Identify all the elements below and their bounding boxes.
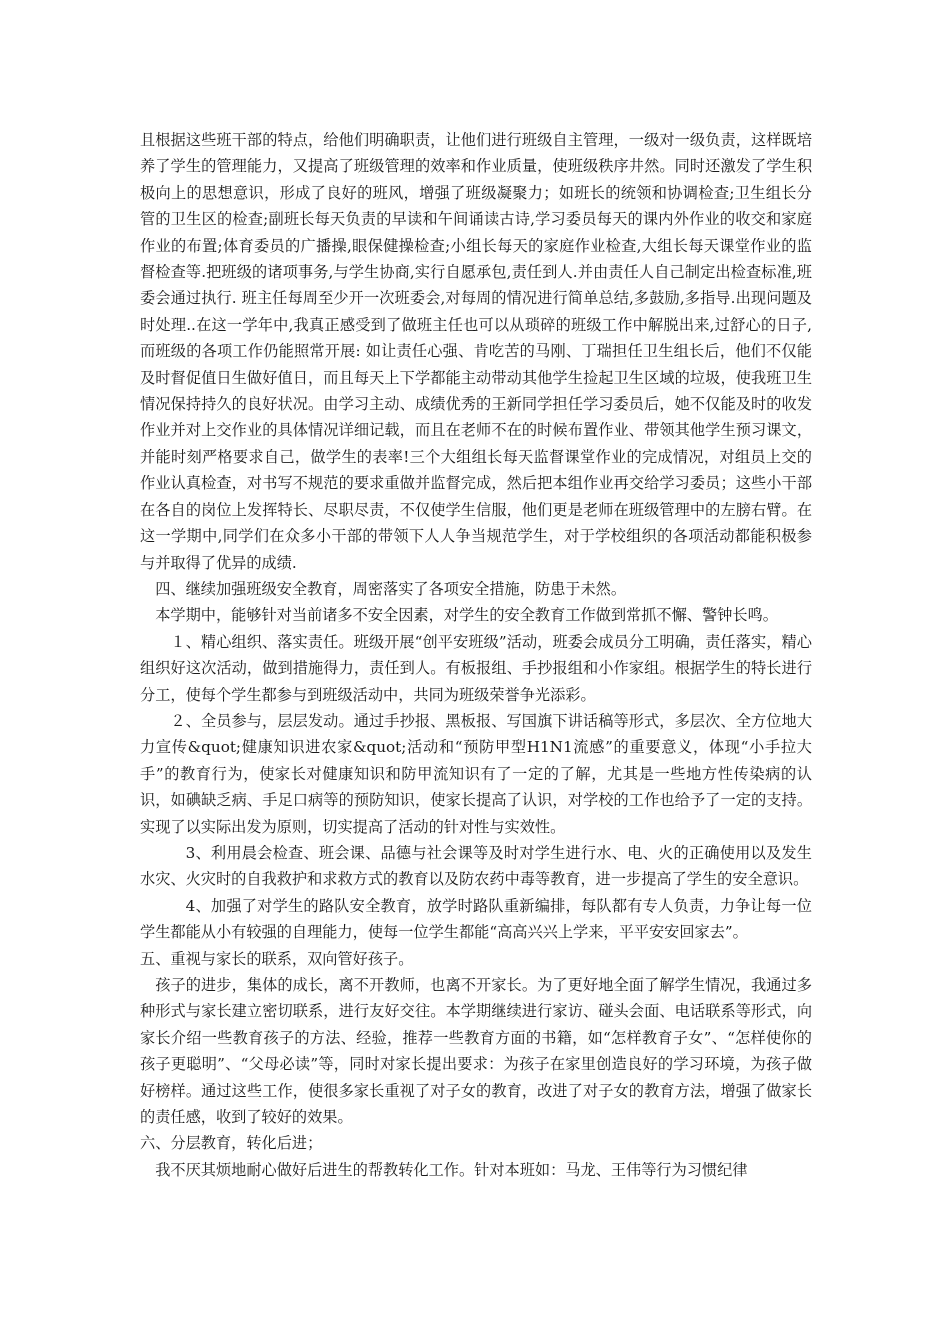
paragraph-safety-item-2: ２、全员参与，层层发动。通过手抄报、黑板报、写国旗下讲话稿等形式，多层次、全方位地大力宣传&quot;健康知识进农家&quot;活动和“预防甲型H1N1流感”的重要意义，体现“小手拉大手”的教育行为，使家长对健康知识和防甲流知识有了一定的了解，尤其是一些地方性传染病的认识，如碘缺乏病、手足口病等的预防知识，使家长提高了认识，对学校的工作也给予了一定的支持。实现了以实际出发为原则，切实提高了活动的针对性与实效性。: [140, 711, 812, 836]
heading-parent-contact: 五、重视与家长的联系，双向管好孩子。: [140, 949, 414, 968]
paragraph-safety-item-4: 4、加强了对学生的路队安全教育，放学时路队重新编排，每队都有专人负责，力争让每一位学生都能从小有较强的自理能力，使每一位学生都能“高高兴兴上学来，平平安安回家去”。: [140, 896, 812, 942]
paragraph-layered-education: 我不厌其烦地耐心做好后进生的帮教转化工作。针对本班如：马龙、王伟等行为习惯纪律: [155, 1160, 748, 1179]
paragraph-safety-intro: 本学期中，能够针对当前诸多不安全因素，对学生的安全教育工作做到常抓不懈、警钟长鸣。: [155, 606, 778, 625]
paragraph-parent-contact: 孩子的进步，集体的成长，离不开教师，也离不开家长。为了更好地全面了解学生情况，我通过多种形式与家长建立密切联系，进行友好交往。本学期继续进行家访、碰头会面、电话联系等形式，向家长介绍一些教育孩子的方法、经验，推荐一些教育方面的书籍，如“怎样教育子女”、“怎样使你的孩子更聪明”、“父母必读”等，同时对家长提出要求：为孩子在家里创造良好的学习环境，为孩子做好榜样。通过这些工作，使很多家长重视了对子女的教育，改进了对子女的教育方法，增强了做家长的责任感，收到了较好的效果。: [140, 976, 812, 1127]
paragraph-class-cadres: 且根据这些班干部的特点，给他们明确职责，让他们进行班级自主管理，一级对一级负责，这样既培养了学生的管理能力，又提高了班级管理的效率和作业质量，使班级秩序井然。同时还激发了学生积极向上的思想意识，形成了良好的班风，增强了班级凝聚力；如班长的统领和协调检查;卫生组长分管的卫生区的检查;副班长每天负责的早读和午间诵读古诗,学习委员每天的课内外作业的收交和家庭作业的布置;体育委员的广播操,眼保健操检查;小组长每天的家庭作业检查,大组长每天课堂作业的监督检查等.把班级的诸项事务,与学生协商,实行自愿承包,责任到人.并由责任人自己制定出检查标准,班委会通过执行. 班主任每周至少开一次班委会,对每周的情况进行简单总结,多鼓励,多指导.出现问题及时处理..在这一学年中,我真正感受到了做班主任也可以从琐碎的班级工作中解脱出来,过舒心的日子,而班级的各项工作仍能照常开展: 如让责任心强、肯吃苦的马刚、丁瑞担任卫生组长后，他们不仅能及时督促值日生做好值日，而且每天上下学都能主动带动其他学生捡起卫生区域的垃圾，使我班卫生情况保持持久的良好状况。由学习主动、成绩优秀的王新同学担任学习委员后，她不仅能及时的收发作业并对上交作业的具体情况详细记载，而且在老师不在的时候布置作业、带领其他学生预习课文，并能时刻严格要求自己，做学生的表率!三个大组组长每天监督课堂作业的完成情况，对组员上交的作业认真检查，对书写不规范的要求重做并监督完成，然后把本组作业再交给学习委员；这些小干部在各自的岗位上发挥特长、尽职尽责，不仅使学生信服，他们更是老师在班级管理中的左膀右臂。在这一学期中,同学们在众多小干部的带领下人人争当规范学生，对于学校组织的各项活动都能积极参与并取得了优异的成绩.: [140, 131, 812, 572]
paragraph-safety-item-3: 3、利用晨会检查、班会课、品德与社会课等及时对学生进行水、电、火的正确使用以及发生水灾、火灾时的自我救护和求救方式的教育以及防农药中毒等教育，进一步提高了学生的安全意识。: [140, 843, 812, 889]
paragraph-safety-item-1: １、精心组织、落实责任。班级开展“创平安班级”活动，班委会成员分工明确，责任落实，精心组织好这次活动，做到措施得力，责任到人。有板报组、手抄报组和小作家组。根据学生的特长进行分工，使每个学生都参与到班级活动中，共同为班级荣誉争光添彩。: [140, 632, 812, 704]
heading-layered-education: 六、分层教育，转化后进；: [140, 1134, 323, 1153]
heading-safety-education: 四、继续加强班级安全教育，周密落实了各项安全措施，防患于未然。: [155, 579, 626, 598]
document-body: [140, 127, 812, 1183]
